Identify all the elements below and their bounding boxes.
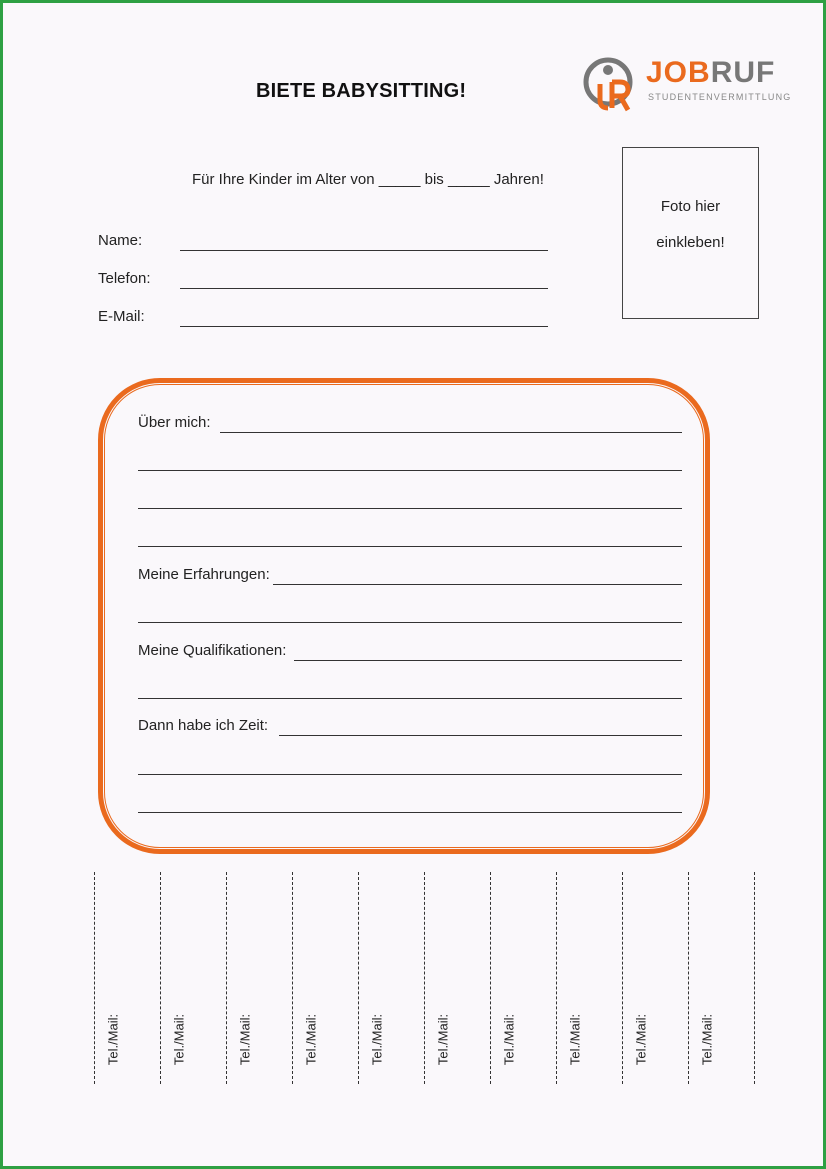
tear-off-tab-label[interactable]: Tel./Mail: xyxy=(369,1013,385,1066)
about-line-4[interactable] xyxy=(138,528,682,550)
write-line[interactable] xyxy=(138,698,682,699)
name-write-line[interactable] xyxy=(180,250,548,251)
availability-write-line[interactable] xyxy=(279,735,682,736)
phone-field[interactable] xyxy=(98,270,558,292)
about-write-line[interactable] xyxy=(220,432,682,433)
write-line[interactable] xyxy=(138,470,682,471)
tear-off-tab-label[interactable]: Tel./Mail: xyxy=(567,1013,583,1066)
phone-write-line[interactable] xyxy=(180,288,548,289)
qualifications-label: Meine Qualifikationen: xyxy=(138,642,287,659)
availability-line-3[interactable] xyxy=(138,794,682,816)
age-range-line: Für Ihre Kinder im Alter von _____ bis _____ Jahren! xyxy=(192,171,544,188)
tear-off-tab-label[interactable]: Tel./Mail: xyxy=(105,1013,121,1066)
tear-off-tab-label[interactable]: Tel./Mail: xyxy=(501,1013,517,1066)
tear-off-cut-line xyxy=(94,872,96,1084)
tear-off-cut-line xyxy=(688,872,690,1084)
name-field[interactable] xyxy=(98,232,558,254)
experience-line-2[interactable] xyxy=(138,604,682,626)
tear-off-tab-label[interactable]: Tel./Mail: xyxy=(633,1013,649,1066)
phone-label: Telefon: xyxy=(98,270,151,287)
write-line[interactable] xyxy=(138,774,682,775)
about-line-3[interactable] xyxy=(138,490,682,512)
tear-off-cut-line xyxy=(754,872,756,1084)
photo-text-line-1: Foto hier xyxy=(660,198,721,215)
experience-row[interactable] xyxy=(138,566,682,588)
write-line[interactable] xyxy=(138,546,682,547)
jobruf-logo-icon xyxy=(582,54,642,114)
tear-off-tab-label[interactable]: Tel./Mail: xyxy=(435,1013,451,1066)
tear-off-cut-line xyxy=(160,872,162,1084)
qualifications-write-line[interactable] xyxy=(294,660,682,661)
about-line-2[interactable] xyxy=(138,452,682,474)
tear-off-cut-line xyxy=(292,872,294,1084)
tear-off-cut-line xyxy=(490,872,492,1084)
write-line[interactable] xyxy=(138,622,682,623)
about-row[interactable] xyxy=(138,414,682,436)
tear-off-cut-line xyxy=(556,872,558,1084)
tear-off-cut-line xyxy=(424,872,426,1084)
availability-label: Dann habe ich Zeit: xyxy=(138,717,269,734)
email-write-line[interactable] xyxy=(180,326,548,327)
about-label: Über mich: xyxy=(138,414,211,431)
email-label: E-Mail: xyxy=(98,308,145,325)
logo-wordmark: JOBRUF xyxy=(646,56,776,89)
jobruf-logo xyxy=(582,54,792,114)
tear-off-tab-label[interactable]: Tel./Mail: xyxy=(237,1013,253,1066)
write-line[interactable] xyxy=(138,812,682,813)
write-line[interactable] xyxy=(138,508,682,509)
experience-label: Meine Erfahrungen: xyxy=(138,566,270,583)
logo-subtitle: STUDENTENVERMITTLUNG xyxy=(648,92,792,102)
name-label: Name: xyxy=(98,232,143,249)
tear-off-cut-line xyxy=(226,872,228,1084)
tear-off-tab-label[interactable]: Tel./Mail: xyxy=(171,1013,187,1066)
tear-off-tab-label[interactable]: Tel./Mail: xyxy=(699,1013,715,1066)
experience-write-line[interactable] xyxy=(273,584,682,585)
qualifications-row[interactable] xyxy=(138,642,682,664)
tear-off-cut-line xyxy=(358,872,360,1084)
availability-line-2[interactable] xyxy=(138,756,682,778)
photo-placeholder xyxy=(622,147,759,319)
email-field[interactable] xyxy=(98,308,558,330)
availability-row[interactable] xyxy=(138,717,682,739)
photo-text-line-2: einkleben! xyxy=(656,234,725,251)
tear-off-cut-line xyxy=(622,872,624,1084)
qualifications-line-2[interactable] xyxy=(138,680,682,702)
tear-off-tab-label[interactable]: Tel./Mail: xyxy=(303,1013,319,1066)
page-title: BIETE BABYSITTING! xyxy=(256,80,467,102)
